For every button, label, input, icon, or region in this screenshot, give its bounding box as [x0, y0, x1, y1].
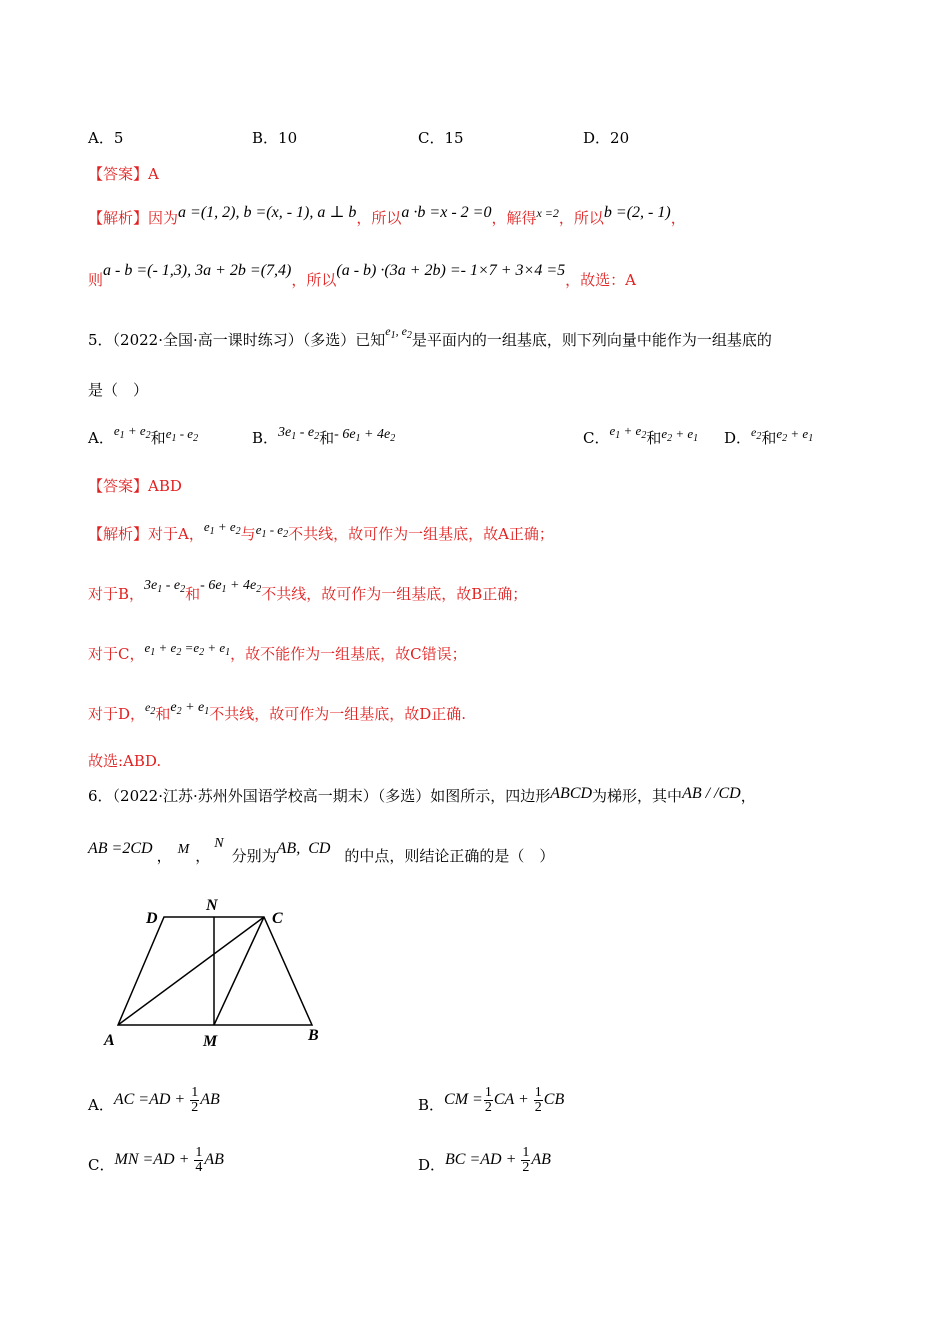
- q4-formula-given: a =(1, 2), b =(x, - 1), a ⊥ b: [178, 204, 357, 221]
- vertex-label-c: C: [272, 910, 283, 927]
- q6-stem-text1: 6．（2022·江苏·苏州外国语学校高一期末）（多选）如图所示，四边形: [88, 787, 551, 805]
- q4-formula-product: (a - b) ·(3a + 2b) =- 1×7 + 3×4 =5: [336, 262, 566, 279]
- q5-option-d-v1: e2: [751, 425, 762, 442]
- q5-option-b-v2: - $6e_1 + 4e_2$: [334, 427, 396, 444]
- vertex-label-a: A: [104, 1032, 115, 1049]
- q6-option-d-label: D．: [418, 1156, 446, 1175]
- q6-stem-text5: 的中点，则结论正确的是（ ）: [344, 847, 555, 865]
- q5-option-c-and: 和: [646, 429, 662, 447]
- q6-option-b-formula: CM = $\frac{1}{2}$ CA + $\frac{1}{2}$ CB: [444, 1085, 565, 1115]
- q4-formula-dot: a ·b =x - 2 =0: [401, 204, 492, 221]
- q6-stem-text2: 为梯形，其中: [592, 787, 683, 805]
- q5-option-a-v1: $e_1 + e_2$: [113, 423, 151, 441]
- q4-formula-vectors: a - b =(- 1,3), 3a + 2b =(7,4): [103, 262, 292, 279]
- q5-analysis-a: [88, 519, 554, 550]
- q5-answer: 【答案】ABD: [88, 477, 182, 495]
- q6-option-a-label: A．: [88, 1096, 114, 1115]
- q5-analysis-b-label: 对于B，: [88, 585, 145, 603]
- q6-segments: AB, CD: [276, 840, 331, 857]
- q5-analysis-a-end: 不共线，故可作为一组基底，故A正确；: [288, 525, 554, 543]
- q5-option-a: [88, 423, 199, 454]
- q5-option-b-v1: $3e_1 - e_2$: [278, 425, 320, 442]
- q5-stem-line2: 是（ ）: [88, 381, 149, 399]
- q5-stem-line1: [88, 324, 772, 356]
- q5-analysis-b-end: 不共线，故可作为一组基底，故B正确；: [261, 585, 528, 603]
- trapezoid-outline: [118, 917, 312, 1025]
- segment-mc: [214, 917, 264, 1025]
- q6-m: M: [177, 842, 190, 857]
- q6-comma-2: ，: [156, 847, 172, 865]
- q5-stem-text2: 是平面内的一组基底，则下列向量中能作为一组基底的: [411, 331, 772, 349]
- q6-option-a: [88, 1085, 220, 1121]
- q4-text-then: 则: [88, 271, 104, 289]
- q6-option-d: [418, 1145, 551, 1181]
- q4-text-3: ，所以: [558, 209, 604, 227]
- q4-text-5: ，所以: [291, 271, 337, 289]
- q6-stem-line1: [88, 786, 756, 807]
- q4-text-1: ，所以: [356, 209, 402, 227]
- q6-stem-text4: 分别为: [231, 847, 277, 865]
- q4-text-4: ，: [670, 209, 686, 227]
- q5-analysis-a-v2: $e_1 - e_2$: [255, 522, 289, 540]
- q4-analysis-line2: [88, 262, 636, 291]
- q5-analysis-c: [88, 640, 467, 670]
- q6-comma-1: ，: [740, 787, 756, 805]
- q5-analysis-d: [88, 700, 467, 730]
- q5-option-d-and: 和: [761, 429, 777, 447]
- q6-comma-3: ，: [195, 847, 211, 865]
- q4-option-c: C．15: [418, 129, 464, 147]
- q6-parallel: AB / /CD: [682, 785, 741, 802]
- q6-option-a-formula: AC =AD + $\frac{1}{2}$ AB: [113, 1085, 220, 1115]
- q4-analysis-line1: [88, 204, 686, 229]
- vertex-label-b: B: [308, 1027, 319, 1044]
- q5-analysis-d-v2: $e_2 + e_1$: [170, 700, 210, 717]
- q5-analysis-d-label: 对于D，: [88, 705, 146, 723]
- q5-option-c-v1: $e_1 + e_2$: [609, 423, 647, 441]
- q4-answer: 【答案】A: [88, 165, 159, 183]
- q6-option-c-formula: MN =AD + $\frac{1}{4}$ AB: [114, 1145, 224, 1175]
- vertex-label-n: N: [206, 897, 218, 914]
- q4-option-d: D．20: [583, 129, 630, 147]
- q5-option-a-and: 和: [150, 429, 166, 447]
- q5-option-b: [252, 425, 396, 454]
- diagonal-ac: [118, 917, 264, 1025]
- q6-option-d-formula: BC =AD + $\frac{1}{2}$ AB: [445, 1145, 551, 1175]
- q5-analysis-b-v2: - $6e_1 + 4e_2$: [200, 578, 262, 595]
- q5-analysis-c-eq: $e_1 + e_2 =e_2 + e_1$: [144, 640, 231, 658]
- q5-option-c-label: C．: [583, 429, 610, 447]
- q5-option-b-label: B．: [252, 429, 279, 447]
- q6-option-b-label: B．: [418, 1096, 445, 1115]
- vertex-label-m: M: [203, 1033, 218, 1050]
- q5-analysis-b-v1: $3e_1 - e_2$: [144, 578, 186, 595]
- q6-quad-name: ABCD: [550, 785, 593, 802]
- trapezoid-figure: [100, 890, 340, 1055]
- q5-analysis-d-and: 和: [155, 705, 171, 723]
- q5-basis-vectors: e1, e2: [385, 324, 412, 341]
- q4-formula-x: x =2: [536, 206, 559, 220]
- q4-text-6: ，故选：A: [565, 271, 636, 289]
- q5-option-d: [724, 425, 814, 454]
- q6-stem-line2: [88, 836, 555, 868]
- q4-text-2: ，解得: [491, 209, 537, 227]
- q5-final: 故选:ABD.: [88, 752, 162, 770]
- q6-option-b: [418, 1085, 565, 1121]
- q5-option-c: [583, 423, 699, 454]
- q5-analysis-d-end: 不共线，故可作为一组基底，故D正确.: [209, 705, 467, 723]
- q5-option-b-and: 和: [319, 429, 335, 447]
- q6-ab-eq: AB =2CD: [88, 840, 153, 857]
- q5-option-d-label: D．: [724, 429, 752, 447]
- q5-analysis-c-end: ，故不能作为一组基底，故C错误；: [230, 645, 467, 663]
- q4-formula-b: b =(2, - 1): [603, 204, 671, 221]
- q4-option-b: B．10: [252, 129, 298, 147]
- q5-stem-text1: 5．（2022·全国·高一课时练习）（多选）已知: [88, 331, 386, 349]
- q5-analysis-d-v1: e2: [145, 700, 156, 717]
- q6-n: N: [214, 836, 224, 851]
- q4-option-a: A．5: [88, 129, 124, 147]
- vertex-label-d: D: [146, 910, 158, 927]
- q5-analysis-b: [88, 578, 528, 610]
- q5-option-a-v2: $e_1 - e_2$: [165, 426, 199, 444]
- q4-analysis-label: 【解析】因为: [88, 209, 179, 227]
- q5-analysis-a-v1: $e_1 + e_2$: [203, 519, 241, 537]
- q5-analysis-b-and: 和: [185, 585, 201, 603]
- q5-option-d-v2: $e_2 + e_1$: [776, 426, 814, 444]
- q5-analysis-a-with: 与: [240, 525, 256, 543]
- q6-option-c-label: C．: [88, 1156, 115, 1175]
- q5-analysis-a-label: 【解析】对于A，: [88, 525, 204, 543]
- q6-option-c: [88, 1145, 224, 1181]
- q5-option-c-v2: $e_2 + e_1$: [661, 426, 699, 444]
- q5-analysis-c-label: 对于C，: [88, 645, 145, 663]
- q5-option-a-label: A．: [88, 429, 114, 447]
